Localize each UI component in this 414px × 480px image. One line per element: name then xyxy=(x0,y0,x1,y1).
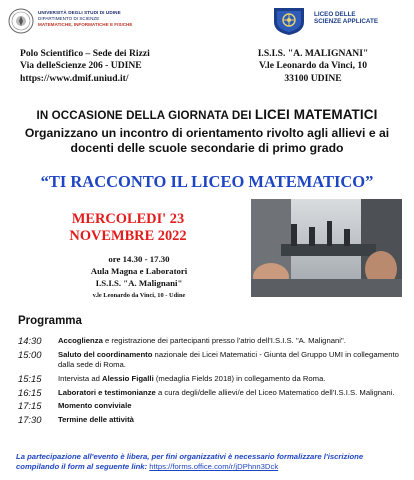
event-address: v.le Leonardo da Vinci, 10 - Udine xyxy=(92,291,186,299)
address-left xyxy=(20,48,150,85)
programme-time: 15:15 xyxy=(18,372,42,384)
programme-activity: Saluto del coordinamento xyxy=(58,349,153,359)
programme-description: (medaglia Fields 2018) in collegamento da Roma. xyxy=(153,373,326,383)
occasion-highlight: LICEI MATEMATICI xyxy=(254,107,378,122)
liceo-line1: LICEO DELLE xyxy=(314,11,356,18)
event-date-line2: NOVEMBRE 2022 xyxy=(69,228,187,244)
programme-title: Programma xyxy=(18,315,82,327)
occasion-heading xyxy=(0,107,414,122)
programme-prefix: Intervista ad xyxy=(58,373,103,383)
programme-description: a cura degli/delle allievi/e del Liceo Matematico dell'I.S.I.S. Malignani. xyxy=(155,387,395,397)
programme-time: 17:30 xyxy=(18,414,42,426)
dmif-website-link[interactable]: https://www.dmif.uniud.it/ xyxy=(20,72,129,84)
address-right-line2: V.le Leonardo da Vinci, 10 xyxy=(258,60,368,72)
programme-description: e registrazione dei partecipanti presso l'atrio dell'I.S.I.S. "A. Malignani". xyxy=(102,336,346,345)
programme-item xyxy=(18,388,410,398)
programme-time: 14:30 xyxy=(18,335,42,346)
programme-activity: Laboratori e testimonianze xyxy=(58,387,156,397)
university-header xyxy=(38,10,132,28)
occasion-prefix: IN OCCASIONE DELLA GIORNATA DEI xyxy=(36,109,255,122)
university-name: UNIVERSITÀ DEGLI STUDI DI UDINE xyxy=(38,10,121,15)
programme-item xyxy=(18,401,410,411)
liceo-shield-logo xyxy=(272,6,306,36)
programme-time: 16:15 xyxy=(18,386,42,398)
address-right xyxy=(220,48,406,85)
programme-description: nazionale dei Licei Matematici - Giunta del Gruppo UMI in collegamento dalla sede di Roma. xyxy=(58,349,399,369)
programme-list xyxy=(18,336,410,429)
registration-note xyxy=(16,452,408,473)
department-name: DIPARTIMENTO DI SCIENZE xyxy=(38,16,100,21)
programme-item xyxy=(18,374,410,384)
address-left-line2: Via delleScienze 206 - UDINE xyxy=(20,60,142,72)
address-left-line1: Polo Scientifico – Sede dei Rizzi xyxy=(20,48,150,59)
address-right-line1: I.S.I.S. "A. MALIGNANI" xyxy=(257,48,369,59)
programme-activity: Termine delle attività xyxy=(58,415,134,425)
classroom-photo xyxy=(251,199,402,297)
programme-item xyxy=(18,350,410,370)
address-right-line3: 33100 UDINE xyxy=(284,72,342,84)
event-place: Aula Magna e Laboratori xyxy=(90,266,188,277)
organize-line1: Organizzano un incontro di orientamento rivolto agli allievi e ai xyxy=(24,126,390,140)
event-school: I.S.I.S. "A. Malignani" xyxy=(95,278,183,289)
programme-activity: Accoglienza xyxy=(58,336,103,345)
department-subtitle: MATEMATICHE, INFORMATICHE E FISICHE xyxy=(38,22,133,27)
event-date-line1: MERCOLEDI' 23 xyxy=(71,211,185,227)
event-details xyxy=(64,253,214,302)
organize-line2: docenti delle scuole secondarie di primo grado xyxy=(70,140,344,155)
event-title: “TI RACCONTO IL LICEO MATEMATICO” xyxy=(40,172,374,191)
programme-item xyxy=(18,336,410,346)
registration-form-link[interactable]: https://forms.office.com/r/jDPhnn3Dck xyxy=(149,462,279,472)
liceo-header xyxy=(314,11,378,25)
university-seal-logo xyxy=(8,8,34,34)
programme-activity: Momento conviviale xyxy=(58,401,132,411)
organize-heading xyxy=(0,126,414,155)
programme-item xyxy=(18,415,410,425)
programme-activity: Alessio Figalli xyxy=(102,373,154,383)
event-time: ore 14.30 - 17.30 xyxy=(108,254,170,264)
event-date xyxy=(38,211,218,245)
registration-note-text: La partecipazione all'evento è libera, per fini organizzativi è necessario formalizzare l'iscrizione compilando il form al seguente link: xyxy=(16,452,364,472)
programme-time: 17:15 xyxy=(18,400,42,412)
programme-time: 15:00 xyxy=(18,348,42,360)
liceo-line2: SCIENZE APPLICATE xyxy=(314,18,379,26)
